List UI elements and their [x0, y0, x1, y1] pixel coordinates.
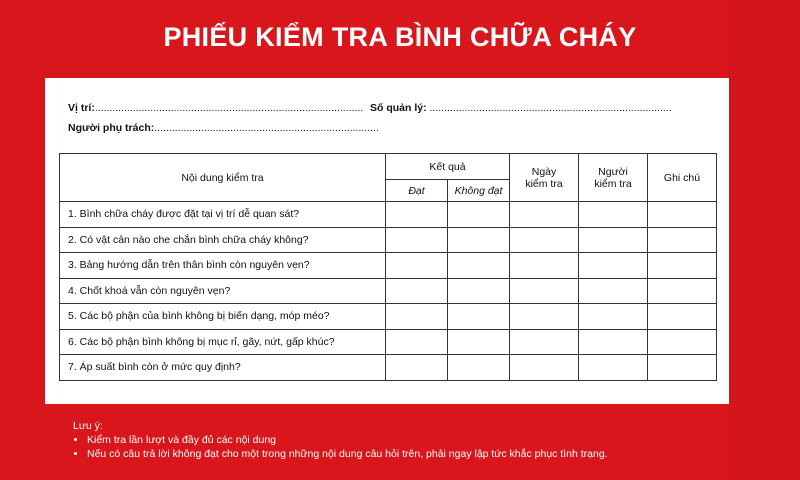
inspector-cell[interactable]: [579, 355, 648, 381]
manager-number-line: [370, 102, 672, 114]
inspector-cell[interactable]: [579, 227, 648, 253]
pass-cell[interactable]: [386, 278, 448, 304]
notes-cell[interactable]: [648, 355, 717, 381]
header-content: Nội dung kiểm tra: [60, 154, 386, 202]
date-cell[interactable]: [510, 355, 579, 381]
question-text: 2. Có vật cản nào che chắn bình chữa cháy không?: [60, 227, 386, 253]
notes-section: [73, 420, 608, 462]
fail-cell[interactable]: [448, 253, 510, 279]
fail-cell[interactable]: [448, 304, 510, 330]
notes-cell[interactable]: [648, 253, 717, 279]
question-text: 5. Các bộ phận của bình không bị biến dạng, móp méo?: [60, 304, 386, 330]
header-inspector-line2: kiểm tra: [594, 177, 632, 190]
location-line: [68, 102, 363, 114]
location-field[interactable]: ............................................................................................: [94, 102, 364, 114]
notes-cell[interactable]: [648, 278, 717, 304]
header-inspector: [579, 154, 648, 202]
fail-cell[interactable]: [448, 329, 510, 355]
header-result: Kết quả: [386, 154, 510, 180]
pass-cell[interactable]: [386, 253, 448, 279]
header-pass: Đạt: [386, 180, 448, 202]
pass-cell[interactable]: [386, 227, 448, 253]
notes-cell[interactable]: [648, 304, 717, 330]
inspector-cell[interactable]: [579, 253, 648, 279]
table-row: [60, 227, 717, 253]
person-in-charge-line: [68, 122, 379, 134]
question-text: 6. Các bộ phận bình không bị mục rỉ, gãy, nứt, gấp khúc?: [60, 329, 386, 355]
notes-heading: Lưu ý:: [73, 420, 103, 432]
inspector-cell[interactable]: [579, 329, 648, 355]
background-strip: [728, 0, 800, 480]
inspection-form-card: [45, 78, 729, 404]
manager-number-field[interactable]: ...................................................................................: [429, 102, 672, 114]
pass-cell[interactable]: [386, 329, 448, 355]
date-cell[interactable]: [510, 253, 579, 279]
header-notes: Ghi chú: [648, 154, 717, 202]
header-inspector-line1: Người: [598, 165, 628, 178]
header-date: [510, 154, 579, 202]
fail-cell[interactable]: [448, 227, 510, 253]
table-row: [60, 202, 717, 228]
fail-cell[interactable]: [448, 355, 510, 381]
manager-number-label: Số quản lý:: [370, 102, 427, 114]
fail-cell[interactable]: [448, 202, 510, 228]
date-cell[interactable]: [510, 304, 579, 330]
table-row: [60, 304, 717, 330]
question-text: 4. Chốt khoá vẫn còn nguyên vẹn?: [60, 278, 386, 304]
date-cell[interactable]: [510, 329, 579, 355]
table-row: [60, 329, 717, 355]
notes-list: [73, 434, 608, 461]
date-cell[interactable]: [510, 278, 579, 304]
question-text: 7. Áp suất bình còn ở mức quy định?: [60, 355, 386, 381]
fail-cell[interactable]: [448, 278, 510, 304]
note-item: • Nếu có câu trả lời không đạt cho một trong những nội dung câu hỏi trên, phải ngay lập tức khắc phục tình trạng.: [87, 448, 608, 461]
table-row: [60, 355, 717, 381]
question-text: 3. Bảng hướng dẫn trên thân bình còn nguyên vẹn?: [60, 253, 386, 279]
inspector-cell[interactable]: [579, 278, 648, 304]
date-cell[interactable]: [510, 227, 579, 253]
inspector-cell[interactable]: [579, 304, 648, 330]
location-label: Vị trí:: [68, 102, 95, 114]
person-in-charge-field[interactable]: .............................................................................: [154, 122, 379, 134]
header-date-line1: Ngày: [531, 165, 557, 178]
inspector-cell[interactable]: [579, 202, 648, 228]
notes-cell[interactable]: [648, 202, 717, 228]
pass-cell[interactable]: [386, 304, 448, 330]
table-row: [60, 253, 717, 279]
notes-cell[interactable]: [648, 227, 717, 253]
pass-cell[interactable]: [386, 202, 448, 228]
page-title: PHIẾU KIỂM TRA BÌNH CHỮA CHÁY: [163, 22, 637, 52]
inspection-table: [59, 153, 717, 381]
table-row: [60, 278, 717, 304]
header-fail: Không đạt: [448, 180, 510, 202]
date-cell[interactable]: [510, 202, 579, 228]
pass-cell[interactable]: [386, 355, 448, 381]
person-in-charge-label: Người phụ trách:: [68, 122, 155, 134]
question-text: 1. Bình chữa cháy được đặt tại vị trí dễ quan sát?: [60, 202, 386, 228]
header-date-line2: kiểm tra: [525, 177, 563, 190]
note-item: • Kiểm tra lần lượt và đầy đủ các nội dung: [87, 434, 608, 447]
notes-cell[interactable]: [648, 329, 717, 355]
